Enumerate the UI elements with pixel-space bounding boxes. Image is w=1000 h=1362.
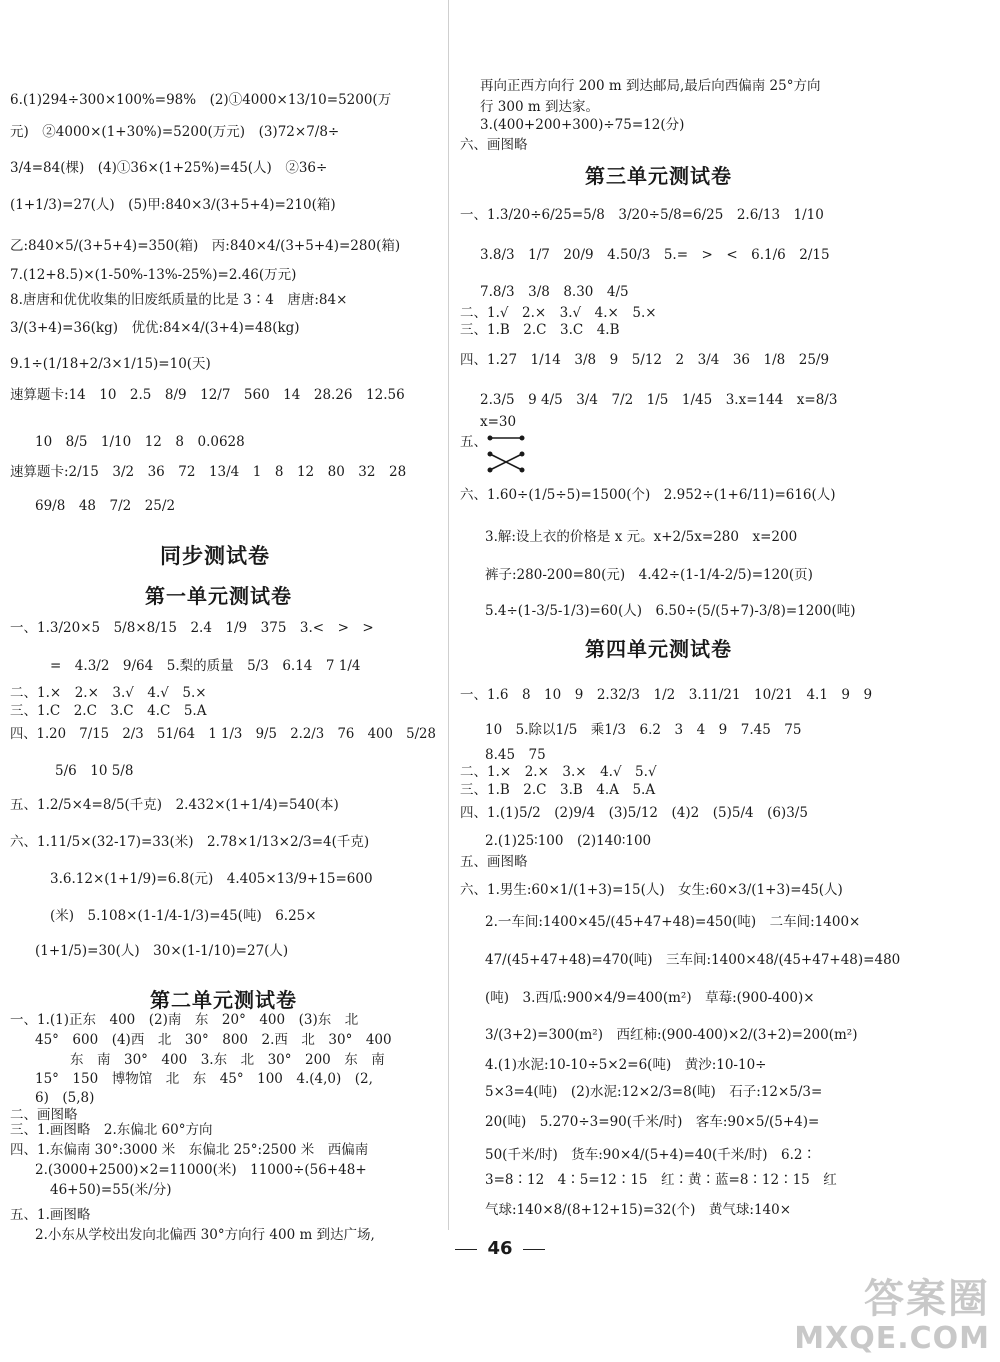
right-answer-line: 六、1.60÷(1/5÷5)=1500(个) 2.952÷(1+6/11)=616(人) [460, 487, 836, 503]
right-answer-line: 3.8/3 1/7 20/9 4.50/3 5.= > < 6.1/6 2/15 [480, 247, 830, 263]
right-answer-line: 三、1.B 2.C 3.B 4.A 5.A [460, 782, 656, 798]
right-answer-line: 再向正西方向行 200 m 到达邮局,最后向西偏南 25°方向 [480, 78, 821, 94]
left-answer-line: 10 8/5 1/10 12 8 0.0628 [35, 434, 245, 450]
left-answer-line: 2.(3000+2500)×2=11000(米) 11000÷(56+48+ [35, 1162, 367, 1178]
left-answer-line: 二、画图略 [10, 1107, 78, 1123]
left-heading: 第一单元测试卷 [145, 584, 292, 608]
left-answer-line: 四、1.20 7/15 2/3 51/64 1 1/3 9/5 2.2/3 76 400 5/28 [10, 726, 436, 742]
page-number-dash-left [455, 1249, 477, 1250]
left-answer-line: 三、1.画图略 2.东偏北 60°方向 [10, 1122, 213, 1138]
right-answer-line: 六、1.男生:60×1/(1+3)=15(人) 女生:60×3/(1+3)=45(人) [460, 882, 843, 898]
left-answer-line: 9.1÷(1/18+2/3×1/15)=10(天) [10, 356, 211, 372]
right-answer-line: 3=8∶12 4∶5=12∶15 红∶黄∶蓝=8∶12∶15 红 [485, 1172, 837, 1188]
left-answer-line: 一、1.3/20×5 5/8×8/15 2.4 1/9 375 3.< > > [10, 620, 374, 636]
left-heading: 同步测试卷 [160, 544, 270, 568]
left-answer-line: 6) (5,8) [35, 1090, 95, 1106]
watermark-url: MXQE.COM [794, 1321, 990, 1356]
left-answer-line: 3.6.12×(1+1/9)=6.8(元) 4.405×13/9+15=600 [50, 871, 373, 887]
right-answer-line: 2.3/5 9 4/5 3/4 7/2 1/5 1/45 3.x=144 x=8/3 [480, 392, 838, 408]
column-divider [448, 0, 449, 1230]
right-answer-line: 5.4÷(1-3/5-1/3)=60(人) 6.50÷(5/(5+7)-3/8)=1200(吨) [485, 603, 856, 619]
left-answer-line: (1+1/3)=27(人) (5)甲:840×3/(3+5+4)=210(箱) [10, 197, 336, 213]
page-number-dash-right [523, 1249, 545, 1250]
right-answer-line: 六、画图略 [460, 137, 528, 153]
right-answer-line: 4.(1)水泥:10-10÷5×2=6(吨) 黄沙:10-10÷ [485, 1057, 767, 1073]
right-answer-line: 二、1.√ 2.× 3.√ 4.× 5.× [460, 305, 657, 321]
left-answer-line: 五、1.画图略 [10, 1207, 91, 1223]
left-answer-line: (1+1/5)=30(人) 30×(1-1/10)=27(人) [35, 943, 289, 959]
left-answer-line: 元) ②4000×(1+30%)=5200(万元) (3)72×7/8÷ [10, 124, 340, 140]
left-answer-line: 15° 150 博物馆 北 东 45° 100 4.(4,0) (2, [35, 1071, 373, 1087]
right-answer-line: 二、1.× 2.× 3.× 4.√ 5.√ [460, 764, 657, 780]
right-answer-line: 四、1.(1)5/2 (2)9/4 (3)5/12 (4)2 (5)5/4 (6)3/5 [460, 805, 808, 821]
left-answer-line: 四、1.东偏南 30°:3000 米 东偏北 25°:2500 米 西偏南 [10, 1142, 369, 1158]
left-answer-line: 东 南 30° 400 3.东 北 30° 200 东 南 [70, 1052, 385, 1068]
left-answer-line: 3/(3+4)=36(kg) 优优:84×4/(3+4)=48(kg) [10, 320, 300, 336]
right-answer-line: 一、1.6 8 10 9 2.32/3 1/2 3.11/21 10/21 4.1 9 9 [460, 687, 873, 703]
right-answer-line: 2.(1)25∶100 (2)140∶100 [485, 833, 652, 849]
left-answer-line: 46+50)=55(米/分) [50, 1182, 172, 1198]
right-answer-line: 五、画图略 [460, 854, 528, 870]
right-answer-line: 5×3=4(吨) (2)水泥:12×2/3=8(吨) 石子:12×5/3= [485, 1084, 823, 1100]
left-answer-line: (米) 5.108×(1-1/4-1/3)=45(吨) 6.25× [50, 908, 317, 924]
right-answer-line: 20(吨) 5.270÷3=90(千米/时) 客车:90×5/(5+4)= [485, 1114, 820, 1130]
right-answer-line: 裤子:280-200=80(元) 4.42÷(1-1/4-2/5)=120(页) [485, 567, 813, 583]
left-answer-line: 6.(1)294÷300×100%=98% (2)①4000×13/10=5200(万 [10, 92, 392, 108]
right-heading: 第四单元测试卷 [585, 637, 732, 661]
left-heading: 第二单元测试卷 [150, 988, 297, 1012]
right-answer-line: 行 300 m 到达家。 [480, 99, 599, 115]
left-answer-line: 速算题卡:14 10 2.5 8/9 12/7 560 14 28.26 12.56 [10, 387, 405, 403]
left-answer-line: 乙:840×5/(3+5+4)=350(箱) 丙:840×4/(3+5+4)=280(箱) [10, 238, 401, 254]
right-answer-line: 10 5.除以1/5 乘1/3 6.2 3 4 9 7.45 75 [485, 722, 802, 738]
right-answer-line: (吨) 3.西瓜:900×4/9=400(m²) 草莓:(900-400)× [485, 990, 815, 1006]
right-answer-line: 3.解:设上衣的价格是 x 元。x+2/5x=280 x=200 [485, 529, 798, 545]
left-answer-line: 45° 600 (4)西 北 30° 800 2.西 北 30° 400 [35, 1032, 392, 1048]
left-answer-line: 三、1.C 2.C 3.C 4.C 5.A [10, 703, 207, 719]
left-answer-line: 8.唐唐和优优收集的旧废纸质量的比是 3∶4 唐唐:84× [10, 292, 348, 308]
left-answer-line: 五、1.2/5×4=8/5(千克) 2.432×(1+1/4)=540(本) [10, 797, 339, 813]
right-answer-line: 7.8/3 3/8 8.30 4/5 [480, 284, 629, 300]
right-answer-line: 一、1.3/20÷6/25=5/8 3/20÷5/8=6/25 2.6/13 1/10 [460, 207, 824, 223]
watermark-logo: 答案圈 [864, 1276, 990, 1322]
left-answer-line: = 4.3/2 9/64 5.梨的质量 5/3 6.14 7 1/4 [50, 658, 361, 674]
right-answer-line: 50(千米/时) 货车:90×4/(5+4)=40(千米/时) 6.2∶ [485, 1147, 817, 1163]
left-answer-line: 一、1.(1)正东 400 (2)南 东 20° 400 (3)东 北 [10, 1012, 359, 1028]
right-answer-line: 三、1.B 2.C 3.C 4.B [460, 322, 620, 338]
left-answer-line: 69/8 48 7/2 25/2 [35, 498, 176, 514]
right-answer-line: 气球:140×8/(8+12+15)=32(个) 黄气球:140× [485, 1202, 792, 1218]
left-answer-line: 2.小东从学校出发向北偏西 30°方向行 400 m 到达广场, [35, 1227, 375, 1243]
left-answer-line: 六、1.11/5×(32-17)=33(米) 2.78×1/13×2/3=4(千克) [10, 834, 370, 850]
watermark [794, 1276, 990, 1356]
page-number [0, 1238, 1000, 1259]
right-answer-line: 47/(45+47+48)=470(吨) 三车间:1400×48/(45+47+48)=480 [485, 952, 901, 968]
right-answer-line: 五、 [460, 434, 487, 450]
left-answer-line: 5/6 10 5/8 [55, 763, 134, 779]
right-answer-line: 四、1.27 1/14 3/8 9 5/12 2 3/4 36 1/8 25/9 [460, 352, 830, 368]
right-answer-line: x=30 [480, 414, 517, 430]
right-answer-line: 3/(3+2)=300(m²) 西红柿:(900-400)×2/(3+2)=200(m²) [485, 1027, 858, 1043]
left-answer-line: 3/4=84(棵) (4)①36×(1+25%)=45(人) ②36÷ [10, 160, 328, 176]
left-answer-line: 速算题卡:2/15 3/2 36 72 13/4 1 8 12 80 32 28 [10, 464, 407, 480]
right-answer-line: 3.(400+200+300)÷75=12(分) [480, 117, 685, 133]
right-answer-line: 2.一车间:1400×45/(45+47+48)=450(吨) 二车间:1400× [485, 914, 861, 930]
page-number-text: 46 [487, 1238, 513, 1259]
matching-lines-diagram [486, 432, 526, 476]
left-answer-line: 二、1.× 2.× 3.√ 4.√ 5.× [10, 685, 207, 701]
right-heading: 第三单元测试卷 [585, 164, 732, 188]
left-answer-line: 7.(12+8.5)×(1-50%-13%-25%)=2.46(万元) [10, 267, 297, 283]
right-answer-line: 8.45 75 [485, 747, 546, 763]
